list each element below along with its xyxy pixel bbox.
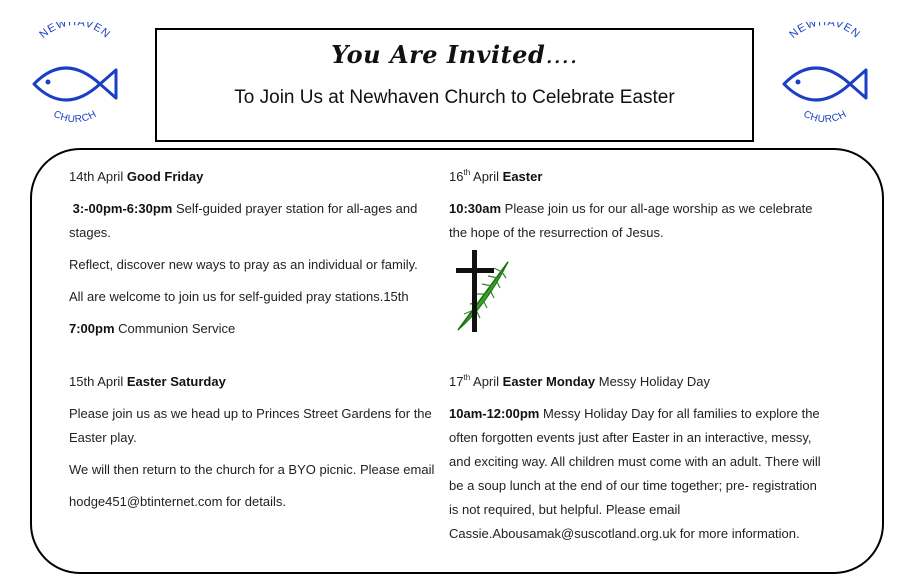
easter-monday-month: April: [470, 374, 503, 389]
good-friday-heading: [69, 165, 441, 189]
good-friday-section: [69, 165, 441, 349]
easter-saturday-heading: [69, 370, 441, 394]
logo-top-text: NEWHAVEN: [787, 22, 863, 41]
svg-text:NEWHAVEN: [787, 22, 862, 41]
svg-text:NEWHAVEN: [37, 22, 112, 41]
cross-palm-image: [450, 248, 514, 338]
easter-desc: Please join us for our all-age worship as we celebrate the hope of the resurrection of Jesus.: [449, 201, 813, 240]
easter-day-suffix: th: [463, 168, 471, 177]
prayer-station-text: [69, 197, 441, 245]
easter-monday-day: 17: [449, 374, 464, 389]
messy-day-time: 10am-12:00pm: [449, 406, 540, 421]
email-hodge-text: hodge451@btinternet.com for details.: [69, 494, 286, 509]
reflect-text: Reflect, discover new ways to pray as an individual or family.: [69, 257, 418, 272]
welcome-text: All are welcome to join us for self-guided pray stations.15th: [69, 289, 409, 304]
easter-saturday-section: [69, 370, 441, 522]
invite-text: You Are Invited: [331, 40, 546, 69]
good-friday-title: Good Friday: [126, 169, 204, 184]
easter-saturday-title: Easter Saturday: [126, 374, 226, 389]
easter-day: 16: [449, 169, 464, 184]
good-friday-date: 14th April: [69, 169, 127, 184]
communion-desc: Communion Service: [114, 321, 236, 336]
messy-day-text: [449, 402, 821, 546]
easter-saturday-date: 15th April: [69, 374, 127, 389]
church-logo-right: [770, 22, 880, 132]
easter-title: Easter: [502, 169, 543, 184]
communion-text: [69, 317, 441, 341]
logo-top-text: NEWHAVEN: [37, 22, 113, 41]
easter-monday-heading: [449, 370, 821, 394]
fish-icon: [770, 22, 880, 132]
prayer-station-time: 3:-00pm-6:30pm: [72, 201, 173, 216]
easter-monday-title: Easter Monday: [502, 374, 596, 389]
fish-icon: [20, 22, 130, 132]
gardens-text: Please join us as we head up to Princes Street Gardens for the Easter play.: [69, 406, 432, 445]
picnic-text: We will then return to the church for a BYO picnic. Please email: [69, 462, 435, 477]
communion-time: 7:00pm: [69, 321, 115, 336]
easter-time: 10:30am: [449, 201, 502, 216]
messy-day-desc: Messy Holiday Day for all families to explore the often forgotten events just after Easter in an interactive, messy, and exciting way. All children must come with an adult. There will be a soup lunch at the end of our time together; pre- registration is not required, but helpful. Please email Cassie.Abousamak@suscotland.org.uk for more information.: [449, 406, 821, 541]
invite-title: [157, 40, 752, 69]
easter-heading: [449, 165, 821, 189]
svg-text:CHURCH: [52, 109, 99, 125]
easter-section: [449, 165, 821, 253]
easter-month: April: [470, 169, 503, 184]
easter-worship-text: [449, 197, 821, 245]
invitation-header: [155, 28, 754, 142]
cross-icon: [450, 248, 514, 338]
invite-subtitle: To Join Us at Newhaven Church to Celebrate Easter: [234, 87, 675, 108]
svg-text:CHURCH: [802, 109, 849, 125]
easter-monday-day-suffix: th: [463, 373, 471, 382]
invite-dots: ….: [545, 41, 578, 69]
easter-monday-subtitle: Messy Holiday Day: [595, 374, 711, 389]
church-logo-left: [20, 22, 130, 132]
easter-monday-section: [449, 370, 821, 554]
logo-bottom-text: CHURCH: [51, 108, 99, 126]
logo-bottom-text: CHURCH: [801, 108, 849, 126]
prayer-station-desc: Self-guided prayer station for all-ages and stages.: [69, 201, 418, 240]
